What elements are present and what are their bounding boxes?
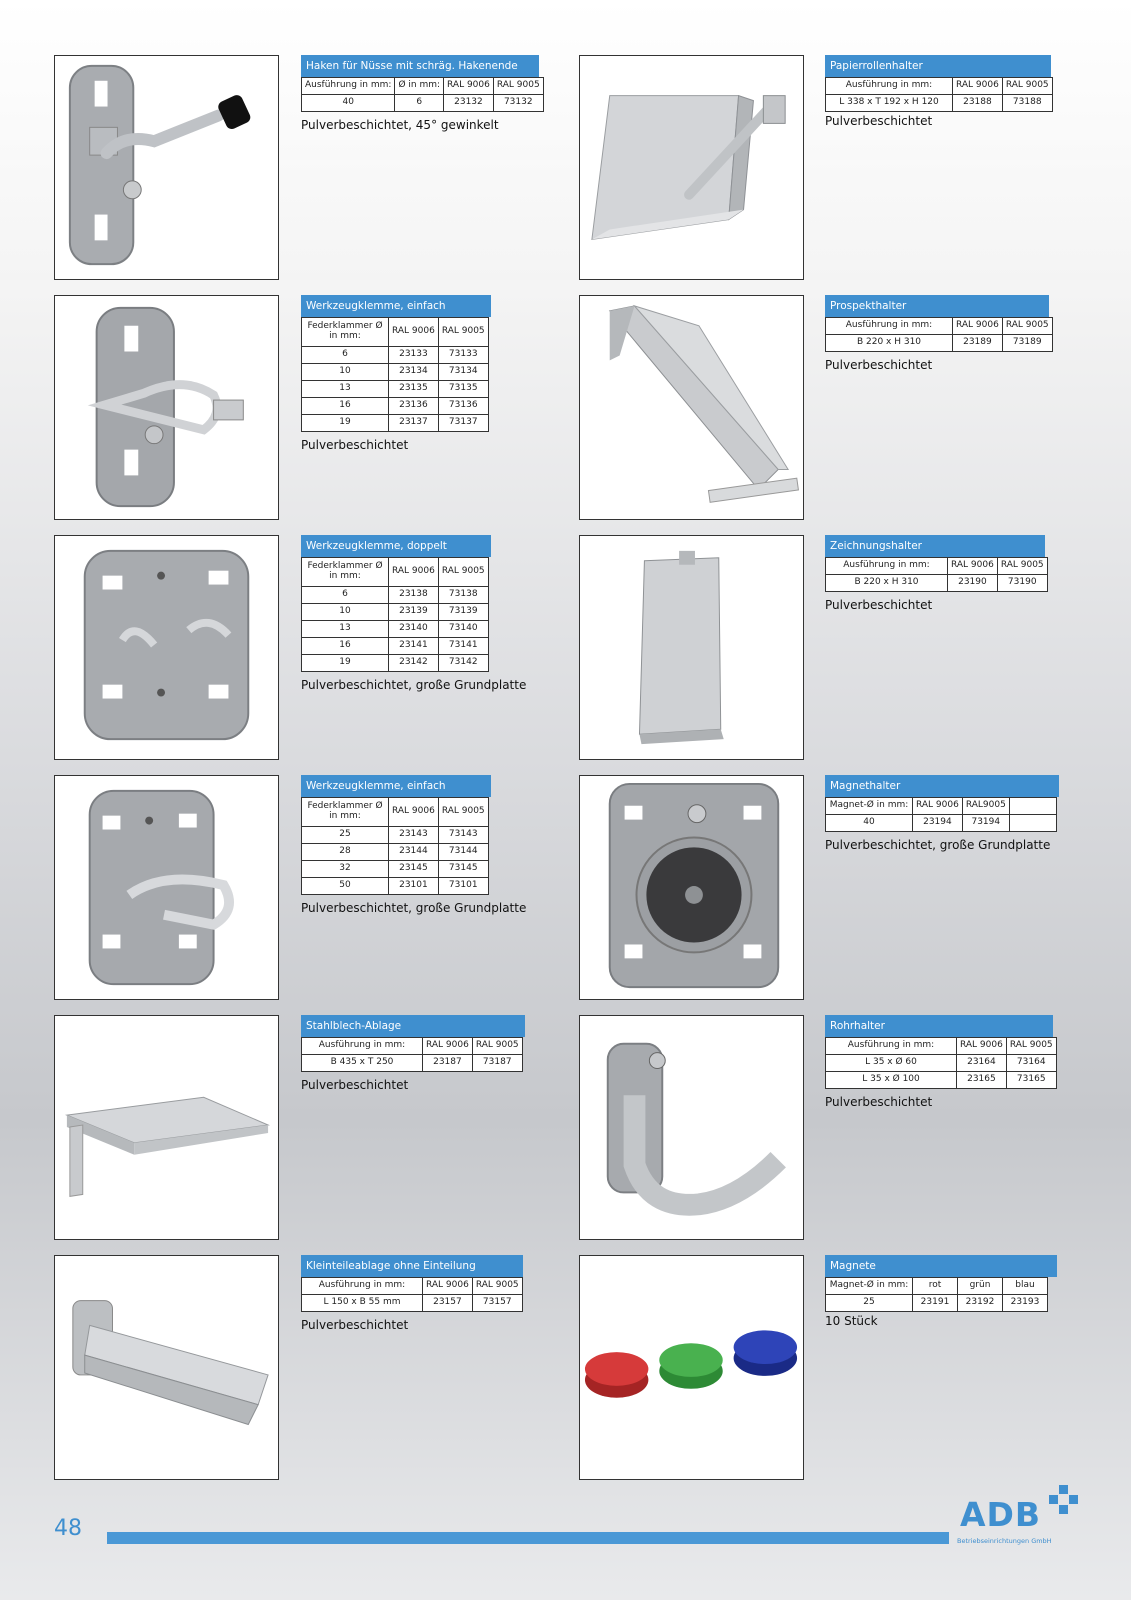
spec-table: [301, 77, 544, 112]
product-image-pipe-holder: [579, 1015, 804, 1240]
table-cell: 50: [302, 878, 389, 895]
table-header-cell: RAL 9006: [389, 558, 439, 587]
table-cell: 73189: [1002, 335, 1052, 352]
table-row: [826, 95, 1053, 112]
table-row: [302, 415, 489, 432]
table-row: [826, 575, 1048, 592]
table-cell: 73188: [1002, 95, 1052, 112]
table-row: [826, 1072, 1057, 1089]
table-cell: 73132: [493, 95, 543, 112]
table-cell: 73145: [438, 861, 488, 878]
table-header-row: [826, 558, 1048, 575]
table-header-cell: Ausführung in mm:: [826, 318, 953, 335]
table-header-cell: RAL 9005: [1002, 78, 1052, 95]
table-header-row: [302, 1038, 523, 1055]
product-image-paper-roll-holder: [579, 55, 804, 280]
table-cell: 19: [302, 655, 389, 672]
product-info-magnet-holder: [825, 775, 1059, 852]
table-cell: 23191: [913, 1295, 958, 1312]
table-row: [302, 347, 489, 364]
table-cell: 23187: [423, 1055, 473, 1072]
table-cell: 73101: [438, 878, 488, 895]
product-image-nut-hook: [54, 55, 279, 280]
product-note: Pulverbeschichtet: [825, 358, 933, 372]
table-cell: 73133: [438, 347, 488, 364]
product-image-tool-clamp-double: [54, 535, 279, 760]
table-cell: 10: [302, 604, 389, 621]
product-note: Pulverbeschichtet, große Grundplatte: [825, 838, 1051, 852]
spec-table: [825, 557, 1048, 592]
product-info-tool-clamp-double: [301, 535, 526, 692]
table-header-cell: Ausführung in mm:: [826, 558, 948, 575]
product-title: Werkzeugklemme, einfach: [301, 775, 491, 797]
table-cell: L 338 x T 192 x H 120: [826, 95, 953, 112]
table-cell: 23141: [389, 638, 439, 655]
table-cell: B 220 x H 310: [826, 335, 953, 352]
table-row: [302, 587, 489, 604]
table-cell: 73136: [438, 398, 488, 415]
product-note: Pulverbeschichtet: [301, 438, 409, 452]
table-row: [826, 1295, 1048, 1312]
table-cell: 23145: [389, 861, 439, 878]
brochure-holder-illustration: [580, 296, 803, 519]
product-info-sheet-steel-shelf: [301, 1015, 525, 1092]
product-title: Prospekthalter: [825, 295, 1049, 317]
table-cell: 23164: [957, 1055, 1007, 1072]
table-header-cell: RAL 9006: [389, 318, 439, 347]
table-header-cell: grün: [958, 1278, 1003, 1295]
table-cell: 73138: [438, 587, 488, 604]
table-header-cell: Ausführung in mm:: [302, 1038, 423, 1055]
table-cell: 23189: [953, 335, 1003, 352]
table-header-cell: RAL 9005: [438, 798, 488, 827]
table-header-cell: Federklammer Ø in mm:: [302, 318, 389, 347]
product-title: Werkzeugklemme, doppelt: [301, 535, 491, 557]
table-header-row: [302, 318, 489, 347]
table-row: [302, 1295, 523, 1312]
table-header-row: [302, 78, 544, 95]
table-header-cell: RAL 9005: [997, 558, 1047, 575]
table-row: [302, 878, 489, 895]
spec-table: [301, 317, 489, 432]
product-info-brochure-holder: [825, 295, 1053, 372]
product-note: Pulverbeschichtet: [301, 1078, 409, 1092]
table-cell: 23190: [948, 575, 998, 592]
table-cell: 23144: [389, 844, 439, 861]
table-row: [302, 398, 489, 415]
table-cell: 32: [302, 861, 389, 878]
table-cell: 23192: [958, 1295, 1003, 1312]
spec-table: [301, 1037, 523, 1072]
spec-table: [825, 1037, 1057, 1089]
nut-hook-illustration: [55, 56, 278, 279]
table-row: [302, 638, 489, 655]
product-image-sheet-steel-shelf: [54, 1015, 279, 1240]
product-title: Stahlblech-Ablage: [301, 1015, 525, 1037]
table-header-cell: RAL9005: [962, 798, 1009, 815]
table-cell: 6: [395, 95, 444, 112]
logo-subtitle: Betriebseinrichtungen GmbH: [957, 1537, 1052, 1545]
table-header-cell: RAL 9005: [1006, 1038, 1056, 1055]
product-note: Pulverbeschichtet: [825, 598, 933, 612]
spec-table: [301, 1277, 523, 1312]
product-title: Papierrollenhalter: [825, 55, 1051, 77]
table-cell: 23133: [389, 347, 439, 364]
table-header-cell: RAL 9006: [953, 318, 1003, 335]
table-cell: B 435 x T 250: [302, 1055, 423, 1072]
product-info-drawing-holder: [825, 535, 1048, 612]
product-info-tool-clamp-large: [301, 775, 526, 915]
product-image-magnets: [579, 1255, 804, 1480]
product-title: Haken für Nüsse mit schräg. Hakenende: [301, 55, 539, 77]
table-cell: 13: [302, 381, 389, 398]
product-note: Pulverbeschichtet: [825, 1095, 933, 1109]
table-cell: 40: [826, 815, 913, 832]
product-note: Pulverbeschichtet: [301, 1318, 409, 1332]
table-header-row: [826, 1038, 1057, 1055]
table-cell: 73135: [438, 381, 488, 398]
tool-clamp-double-illustration: [55, 536, 278, 759]
magnet-holder-illustration: [580, 776, 803, 999]
spec-table: [301, 797, 489, 895]
table-cell: 73141: [438, 638, 488, 655]
product-note: Pulverbeschichtet, große Grundplatte: [301, 678, 527, 692]
table-row: [302, 827, 489, 844]
table-cell: 23194: [913, 815, 963, 832]
product-image-tool-clamp-large: [54, 775, 279, 1000]
table-cell: 25: [826, 1295, 913, 1312]
table-cell: 73194: [962, 815, 1009, 832]
table-header-cell: blau: [1003, 1278, 1048, 1295]
table-cell: 73134: [438, 364, 488, 381]
table-row: [302, 381, 489, 398]
table-header-row: [302, 1278, 523, 1295]
table-cell: 13: [302, 621, 389, 638]
logo-square-icon: [1049, 1495, 1058, 1504]
table-cell: 23136: [389, 398, 439, 415]
table-cell: 73187: [472, 1055, 522, 1072]
spec-table: [825, 1277, 1048, 1312]
product-info-tool-clamp-single: [301, 295, 491, 452]
table-cell: 23132: [444, 95, 494, 112]
table-cell: 23165: [957, 1072, 1007, 1089]
product-info-paper-roll-holder: [825, 55, 1053, 128]
table-cell: 23140: [389, 621, 439, 638]
table-cell: 23138: [389, 587, 439, 604]
table-cell: B 220 x H 310: [826, 575, 948, 592]
table-header-cell: RAL 9006: [948, 558, 998, 575]
table-header-cell: [1009, 798, 1056, 815]
table-row: [302, 604, 489, 621]
table-header-cell: RAL 9006: [444, 78, 494, 95]
tool-clamp-single-illustration: [55, 296, 278, 519]
spec-table: [825, 797, 1057, 832]
product-image-brochure-holder: [579, 295, 804, 520]
spec-table: [825, 317, 1053, 352]
table-header-row: [826, 318, 1053, 335]
table-cell: 73165: [1006, 1072, 1056, 1089]
table-header-cell: RAL 9006: [953, 78, 1003, 95]
table-row: [302, 844, 489, 861]
table-cell: 73143: [438, 827, 488, 844]
table-header-cell: Magnet-Ø in mm:: [826, 798, 913, 815]
table-cell: 73140: [438, 621, 488, 638]
table-header-cell: RAL 9006: [423, 1038, 473, 1055]
table-header-row: [302, 558, 489, 587]
page-number: 48: [54, 1516, 82, 1541]
product-image-drawing-holder: [579, 535, 804, 760]
table-header-cell: Magnet-Ø in mm:: [826, 1278, 913, 1295]
table-cell: 23188: [953, 95, 1003, 112]
table-cell: 73190: [997, 575, 1047, 592]
table-row: [302, 655, 489, 672]
product-note: Pulverbeschichtet: [825, 114, 933, 128]
table-cell: 73142: [438, 655, 488, 672]
table-cell: 40: [302, 95, 395, 112]
table-header-row: [826, 798, 1057, 815]
table-header-cell: Federklammer Ø in mm:: [302, 558, 389, 587]
table-cell: L 35 x Ø 100: [826, 1072, 957, 1089]
table-header-cell: rot: [913, 1278, 958, 1295]
product-image-magnet-holder: [579, 775, 804, 1000]
table-row: [302, 95, 544, 112]
table-row: [302, 1055, 523, 1072]
spec-table: [825, 77, 1053, 112]
table-row: [826, 335, 1053, 352]
table-cell: 28: [302, 844, 389, 861]
sheet-steel-shelf-illustration: [55, 1016, 278, 1239]
table-cell: 23157: [423, 1295, 473, 1312]
company-logo: [955, 1485, 1085, 1547]
table-header-cell: RAL 9005: [472, 1278, 522, 1295]
table-header-cell: RAL 9006: [957, 1038, 1007, 1055]
logo-square-icon: [1059, 1485, 1068, 1494]
product-note: 10 Stück: [825, 1314, 878, 1328]
product-title: Magnete: [825, 1255, 1057, 1277]
table-cell: 73157: [472, 1295, 522, 1312]
table-cell: 16: [302, 398, 389, 415]
table-cell: 73139: [438, 604, 488, 621]
table-header-cell: Ausführung in mm:: [302, 78, 395, 95]
table-header-cell: RAL 9006: [423, 1278, 473, 1295]
product-title: Zeichnungshalter: [825, 535, 1045, 557]
table-header-cell: Ausführung in mm:: [826, 78, 953, 95]
magnets-illustration: [580, 1256, 803, 1479]
table-row: [302, 621, 489, 638]
logo-square-icon: [1069, 1495, 1078, 1504]
table-row: [302, 861, 489, 878]
table-header-cell: Ø in mm:: [395, 78, 444, 95]
table-header-cell: Ausführung in mm:: [826, 1038, 957, 1055]
table-header-row: [302, 798, 489, 827]
table-cell: 23134: [389, 364, 439, 381]
product-title: Werkzeugklemme, einfach: [301, 295, 491, 317]
product-info-nut-hook: [301, 55, 544, 132]
table-cell: 25: [302, 827, 389, 844]
table-header-cell: RAL 9006: [913, 798, 963, 815]
table-cell: 23135: [389, 381, 439, 398]
product-title: Magnethalter: [825, 775, 1059, 797]
table-cell: 23101: [389, 878, 439, 895]
product-title: Rohrhalter: [825, 1015, 1053, 1037]
table-cell: 6: [302, 587, 389, 604]
drawing-holder-illustration: [580, 536, 803, 759]
tool-clamp-large-illustration: [55, 776, 278, 999]
table-header-cell: RAL 9006: [389, 798, 439, 827]
table-cell: L 150 x B 55 mm: [302, 1295, 423, 1312]
table-cell: 73144: [438, 844, 488, 861]
table-cell: L 35 x Ø 60: [826, 1055, 957, 1072]
table-header-cell: RAL 9005: [438, 558, 488, 587]
table-header-cell: RAL 9005: [1002, 318, 1052, 335]
table-row: [826, 1055, 1057, 1072]
table-cell: 23143: [389, 827, 439, 844]
footer-bar: [107, 1532, 949, 1544]
table-row: [302, 364, 489, 381]
table-row: [826, 815, 1057, 832]
table-cell: 16: [302, 638, 389, 655]
table-header-cell: Federklammer Ø in mm:: [302, 798, 389, 827]
table-cell: 19: [302, 415, 389, 432]
table-header-cell: RAL 9005: [438, 318, 488, 347]
pipe-holder-illustration: [580, 1016, 803, 1239]
table-cell: [1009, 815, 1056, 832]
table-cell: 23142: [389, 655, 439, 672]
table-cell: 23193: [1003, 1295, 1048, 1312]
table-cell: 10: [302, 364, 389, 381]
product-image-tool-clamp-single: [54, 295, 279, 520]
logo-text: ADB: [960, 1495, 1042, 1534]
table-cell: 73137: [438, 415, 488, 432]
table-header-cell: RAL 9005: [472, 1038, 522, 1055]
product-info-pipe-holder: [825, 1015, 1057, 1109]
table-header-row: [826, 78, 1053, 95]
product-image-small-parts-tray: [54, 1255, 279, 1480]
product-info-magnets: [825, 1255, 1057, 1328]
product-note: Pulverbeschichtet, 45° gewinkelt: [301, 118, 499, 132]
small-parts-tray-illustration: [55, 1256, 278, 1479]
spec-table: [301, 557, 489, 672]
paper-roll-holder-illustration: [580, 56, 803, 279]
table-cell: 6: [302, 347, 389, 364]
table-header-row: [826, 1278, 1048, 1295]
table-cell: 23139: [389, 604, 439, 621]
table-header-cell: RAL 9005: [493, 78, 543, 95]
table-cell: 23137: [389, 415, 439, 432]
product-note: Pulverbeschichtet, große Grundplatte: [301, 901, 527, 915]
product-info-small-parts-tray: [301, 1255, 523, 1332]
logo-square-icon: [1059, 1505, 1068, 1514]
table-header-cell: Ausführung in mm:: [302, 1278, 423, 1295]
product-title: Kleinteileablage ohne Einteilung: [301, 1255, 523, 1277]
table-cell: 73164: [1006, 1055, 1056, 1072]
